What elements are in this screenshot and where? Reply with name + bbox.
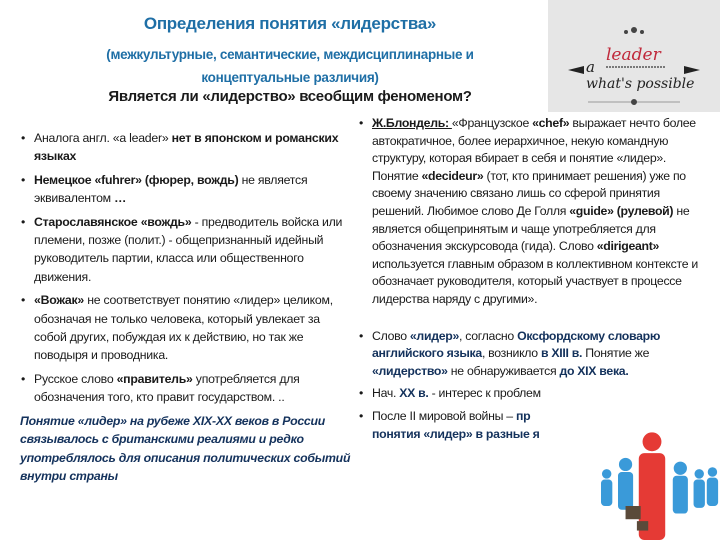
text: - предводитель войска или племени, позже (полит.) - общепризнанный идейный руководитель партии, класса или общественного движения. (34, 214, 343, 284)
left-bullet-item (20, 291, 354, 365)
bold-text: пр (515, 408, 531, 423)
bold-text: «guide» (рулевой) (569, 203, 674, 218)
bold-text: «лидерство» (372, 363, 448, 378)
svg-text:leader: leader (606, 45, 661, 65)
text: Русское слово (34, 371, 117, 386)
bold-text: Ж.Блондель: (372, 116, 452, 130)
bold-text: Оксфордскому словарю английского языка (372, 328, 661, 361)
bold-text: в XIII в. (540, 346, 583, 361)
bold-text: понятия «лидер» в разные я (372, 426, 540, 441)
svg-text:what's possible: what's possible (586, 76, 695, 92)
bold-text: до XIX века. (559, 363, 629, 378)
text: употребляется для обозначения того, кто правит государством. .. (34, 371, 300, 405)
bold-text: «лидер» (409, 328, 459, 343)
left-column (20, 129, 354, 485)
right-bullet-item (358, 328, 708, 381)
subtitle-line: концептуальные различия) (201, 70, 379, 85)
text: , согласно (459, 328, 518, 343)
text: не соответствует понятию «лидер» целиком, обозначая не только человека, который увлекает за собой других, побуждая их к действию, но так же поводыря и проводника. (34, 293, 333, 363)
left-bullet-item (20, 171, 354, 208)
text: Нач. (372, 386, 400, 401)
business-people-image (584, 424, 720, 540)
text: Слово (372, 328, 410, 343)
bold-text: XX в. (399, 386, 429, 401)
left-bullet-item (20, 213, 354, 287)
underlined-text (372, 116, 452, 130)
text: используется главным образом в коллективном контексте и обозначает руководителя, который участвует в процессе лидерства наряду с другими». (372, 256, 698, 306)
right-bullet-item (358, 115, 708, 309)
text: «Французское (451, 116, 533, 130)
right-column (358, 115, 708, 448)
bold-text: «Вожак» (34, 293, 85, 308)
bold-text: … (114, 191, 127, 206)
bold-text: «dirigeant» (596, 239, 660, 254)
left-bullet-item (20, 370, 354, 407)
slide-title: Определения понятия «лидерства» (143, 14, 437, 33)
text: Аналога англ. «a leader» (34, 131, 172, 145)
subtitle-line: (межкультурные, семантические, междисциплинарные и (106, 47, 474, 62)
leader-quote-image (548, 0, 720, 112)
bold-text: Старославянское «вождь» (34, 214, 192, 229)
right-bullet-item (358, 408, 580, 443)
bold-text: «chef» (532, 116, 570, 130)
text: После II мировой войны – (372, 408, 516, 423)
italic-note: Понятие «лидер» на рубеже XIX-XX веков в России связывалось с британскими реалиями и редко употреблялось для описания политических событий внутри страны (20, 413, 351, 483)
text: не является общепринятым и чаще употребляется для обозначения экскурсовода (гида). Слово (372, 203, 690, 254)
left-bullet-item (20, 129, 354, 166)
bold-text: «правитель» (116, 371, 193, 386)
slide-subtitle (40, 43, 540, 89)
text: не является эквивалентом (34, 172, 308, 206)
text: Понятие же (582, 346, 650, 361)
text: не обнаруживается (447, 363, 560, 378)
bold-text: «decideur» (421, 168, 484, 183)
text: выражает нечто более автократичное, более иерархичное, некую командную структуру, которая вбирает в себя и понятие «лидер». Понятие (372, 116, 696, 183)
text: , возникло (481, 346, 541, 361)
bold-text: Немецкое «fuhrer» (фюрер, вождь) (34, 172, 239, 187)
slide-question: Является ли «лидерство» всеобщим феноменом? (108, 88, 472, 105)
text: - интерес к проблем (428, 386, 541, 401)
right-bullet-item (358, 385, 580, 403)
spacer (358, 314, 708, 328)
text: (тот, кто принимает решения) уже по своему значению связано лишь со сферой принятия решений. Любимое слово Де Голля (372, 168, 686, 218)
bold-text: нет в японском и романских языках (34, 131, 339, 164)
svg-text:a: a (586, 58, 595, 76)
